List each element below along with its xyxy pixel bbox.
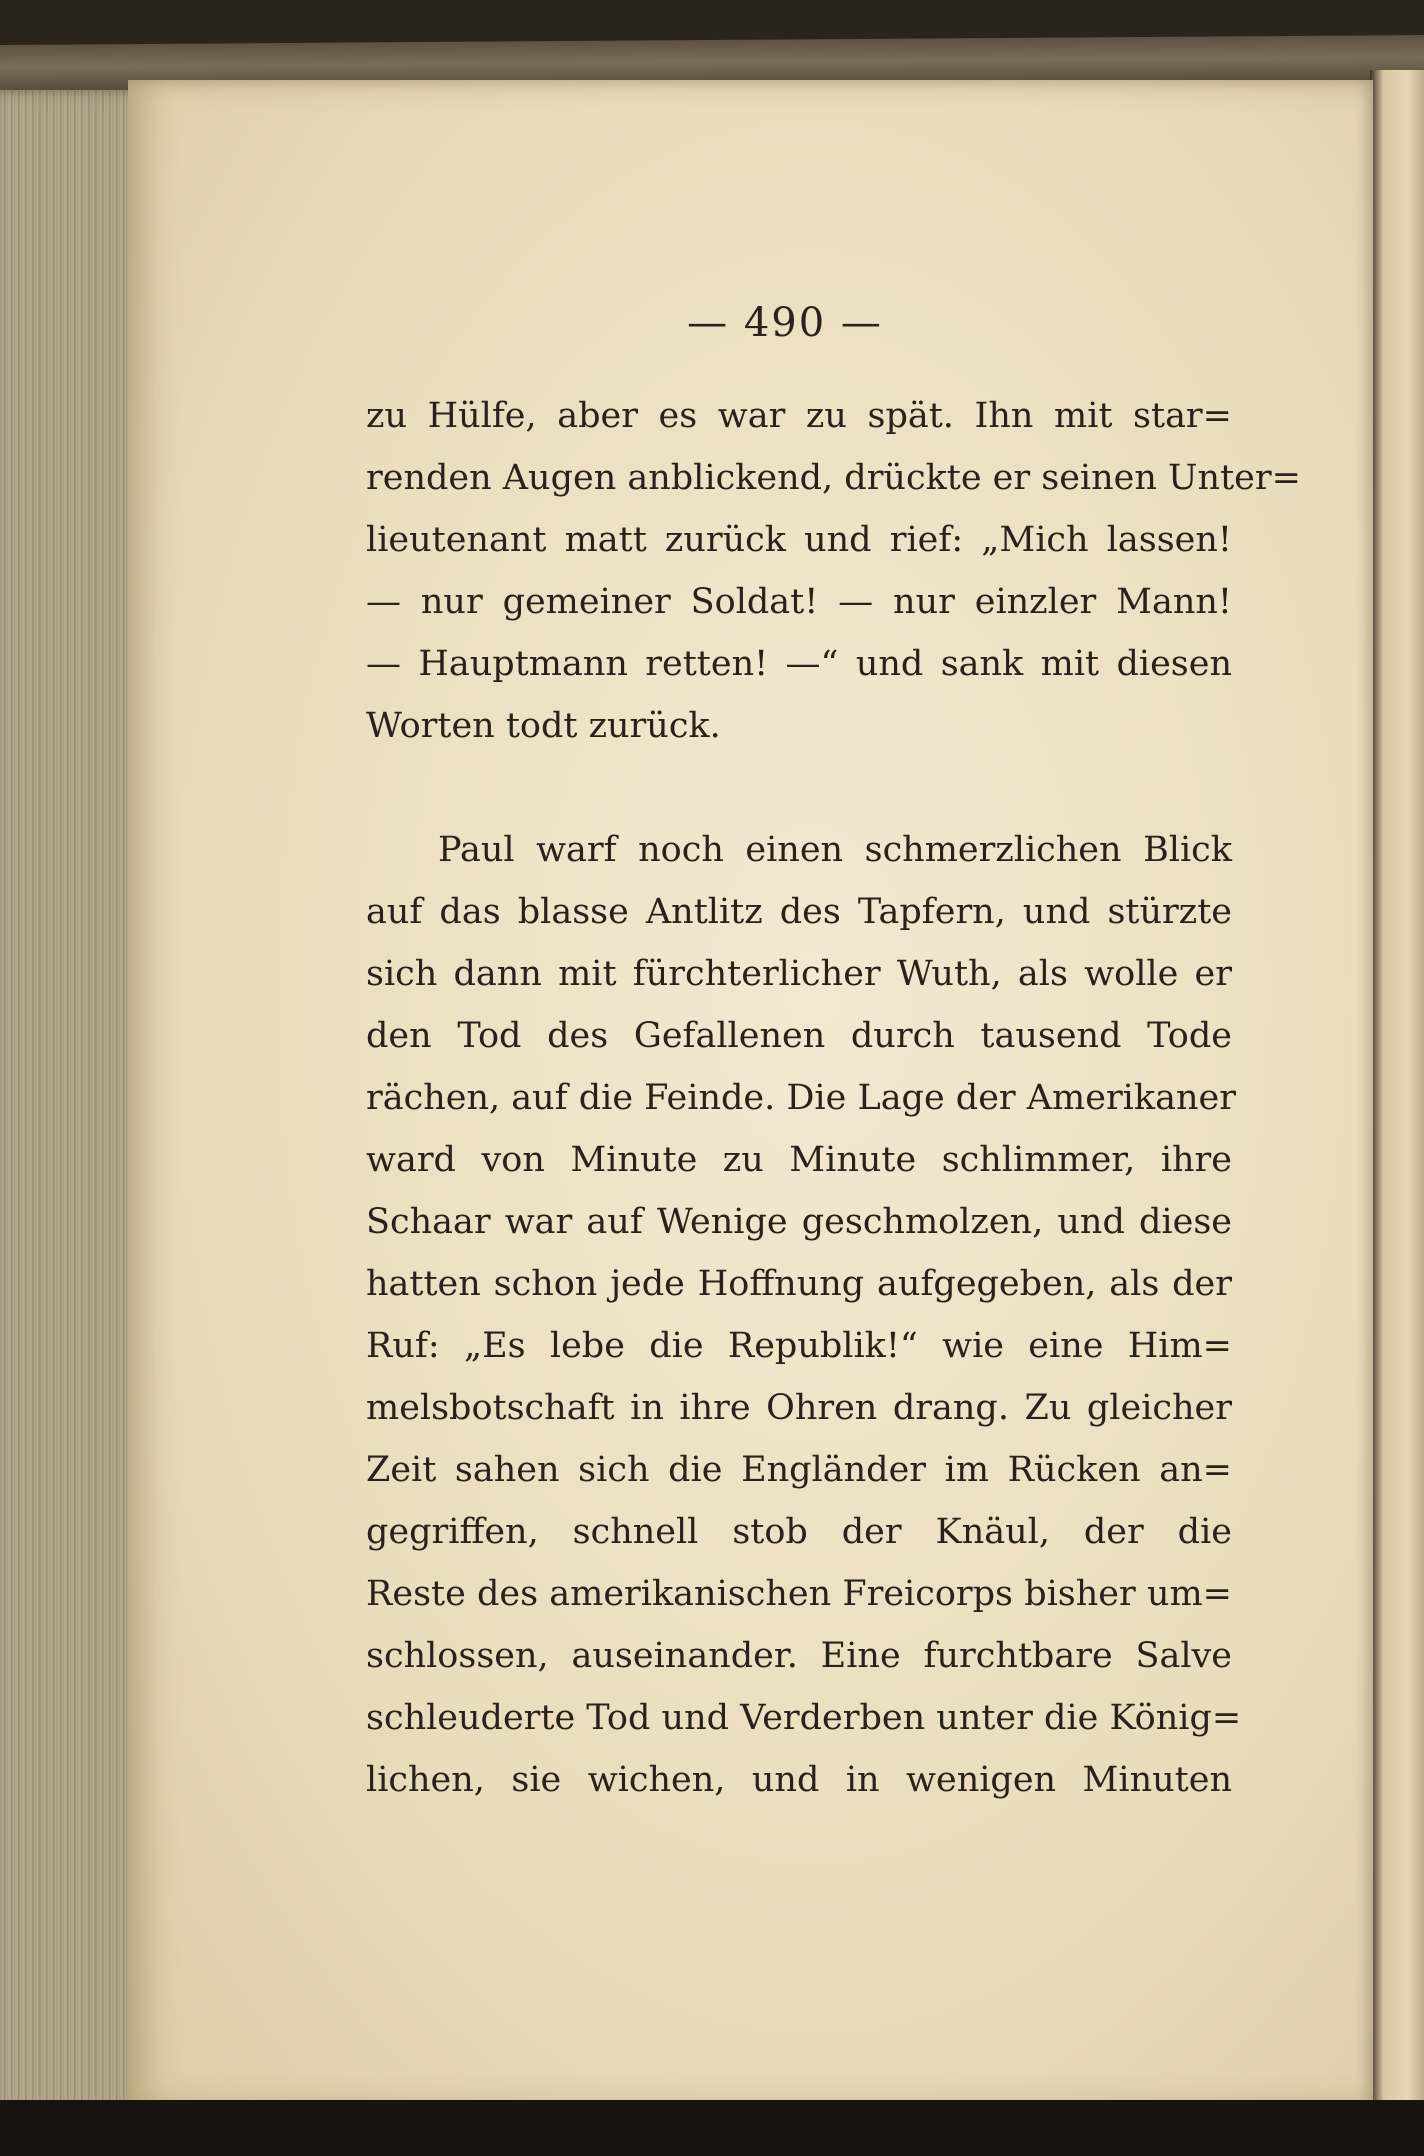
- text-line: den Tod des Gefallenen durch tausend Tode: [366, 1016, 1232, 1056]
- text-line: schlossen, auseinander. Eine furchtbare Salve: [366, 1636, 1232, 1676]
- text-line: sich dann mit fürchterlicher Wuth, als wolle er: [366, 954, 1232, 994]
- bottom-shadow: [0, 2100, 1424, 2156]
- text-line: ward von Minute zu Minute schlimmer, ihre: [366, 1140, 1232, 1180]
- text-line: lichen, sie wichen, und in wenigen Minuten: [366, 1760, 1232, 1800]
- text-line: zu Hülfe, aber es war zu spät. Ihn mit star=: [366, 396, 1232, 436]
- text-line: lieutenant matt zurück und rief: „Mich lassen!: [366, 520, 1232, 560]
- text-line: Paul warf noch einen schmerzlichen Blick: [438, 830, 1232, 870]
- text-line: — Hauptmann retten! —“ und sank mit diesen: [366, 644, 1232, 684]
- text-line: schleuderte Tod und Verderben unter die König=: [366, 1698, 1242, 1738]
- text-line: melsbotschaft in ihre Ohren drang. Zu gleicher: [366, 1388, 1232, 1428]
- text-line: Worten todt zurück.: [366, 706, 721, 746]
- text-line: renden Augen anblickend, drückte er seinen Unter=: [366, 458, 1301, 498]
- text-line: Schaar war auf Wenige geschmolzen, und diese: [366, 1202, 1232, 1242]
- text-line: — nur gemeiner Soldat! — nur einzler Mann!: [366, 582, 1232, 622]
- page-text: [366, 385, 1301, 1811]
- text-line: Reste des amerikanischen Freicorps bisher um=: [366, 1574, 1232, 1614]
- text-line: Zeit sahen sich die Engländer im Rücken an=: [366, 1450, 1232, 1490]
- text-line: gegriffen, schnell stob der Knäul, der die: [366, 1512, 1232, 1552]
- facing-page-edge: [1370, 70, 1424, 2110]
- text-line: hatten schon jede Hoffnung aufgegeben, als der: [366, 1264, 1232, 1304]
- page-number: — 490 —: [687, 300, 883, 346]
- text-line: Ruf: „Es lebe die Republik!“ wie eine Him=: [366, 1326, 1232, 1366]
- text-line: auf das blasse Antlitz des Tapfern, und stürzte: [366, 892, 1232, 932]
- text-line: rächen, auf die Feinde. Die Lage der Amerikaner: [366, 1078, 1236, 1118]
- paragraph-gap: [366, 757, 1232, 819]
